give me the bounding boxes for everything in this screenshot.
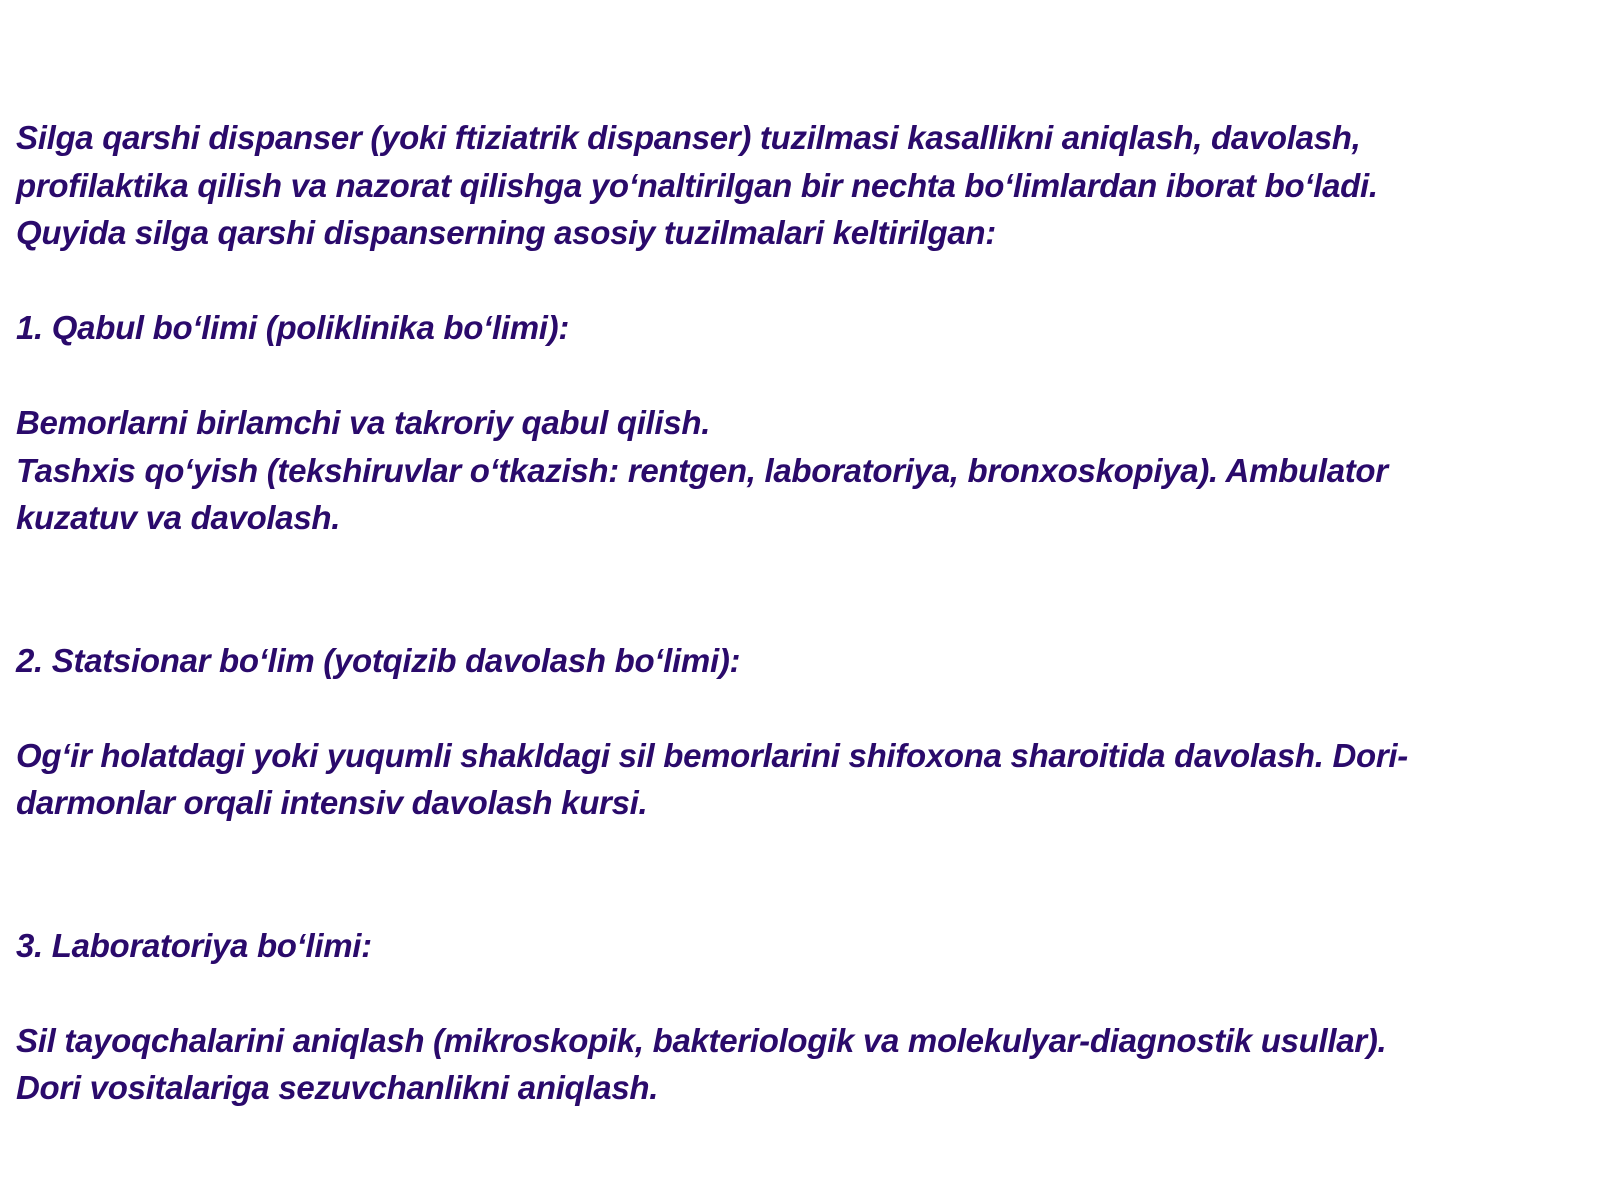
section-text-line: Sil tayoqchalarini aniqlash (mikroskopik, bakteriologik va molekulyar-diagnostik usullar). [16, 1021, 1387, 1059]
spacer [16, 352, 1576, 400]
spacer [16, 257, 1576, 305]
section-text-line: Dori vositalariga sezuvchanlikni aniqlash. [16, 1069, 659, 1106]
section-text-line: Bemorlarni birlamchi va takroriy qabul qilish. [16, 404, 711, 441]
spacer [16, 827, 1576, 922]
intro-line: Silga qarshi dispanser (yoki ftiziatrik dispanser) tuzilmasi kasallikni aniqlash, davolash, [16, 119, 1361, 156]
section-text-line: kuzatuv va davolash. [16, 499, 341, 536]
spacer [16, 969, 1576, 1017]
spacer [16, 542, 1576, 637]
intro-line: profilaktika qilish va nazorat qilishga yo‘naltirilgan bir nechta bo‘limlardan iborat bo‘ladi. [16, 166, 1378, 204]
section-heading: 2. Statsionar bo‘lim (yotqizib davolash bo‘limi): [16, 641, 741, 679]
section-text-line: Og‘ir holatdagi yoki yuqumli shakldagi sil bemorlarini shifoxona sharoitida davolash. Dori- [16, 736, 1408, 774]
section-heading: 1. Qabul bo‘limi (poliklinika bo‘limi): [16, 309, 570, 346]
section-heading: 3. Laboratoriya bo‘limi: [16, 926, 372, 964]
document-text [16, 114, 1576, 1112]
intro-line: Quyida silga qarshi dispanserning asosiy tuzilmalari keltirilgan: [16, 214, 996, 251]
section-text-line: darmonlar orqali intensiv davolash kursi. [16, 784, 648, 821]
section-text-line: Tashxis qo‘yish (tekshiruvlar o‘tkazish: rentgen, laboratoriya, bronxoskopiya). Ambulator [16, 451, 1388, 489]
spacer [16, 684, 1576, 732]
